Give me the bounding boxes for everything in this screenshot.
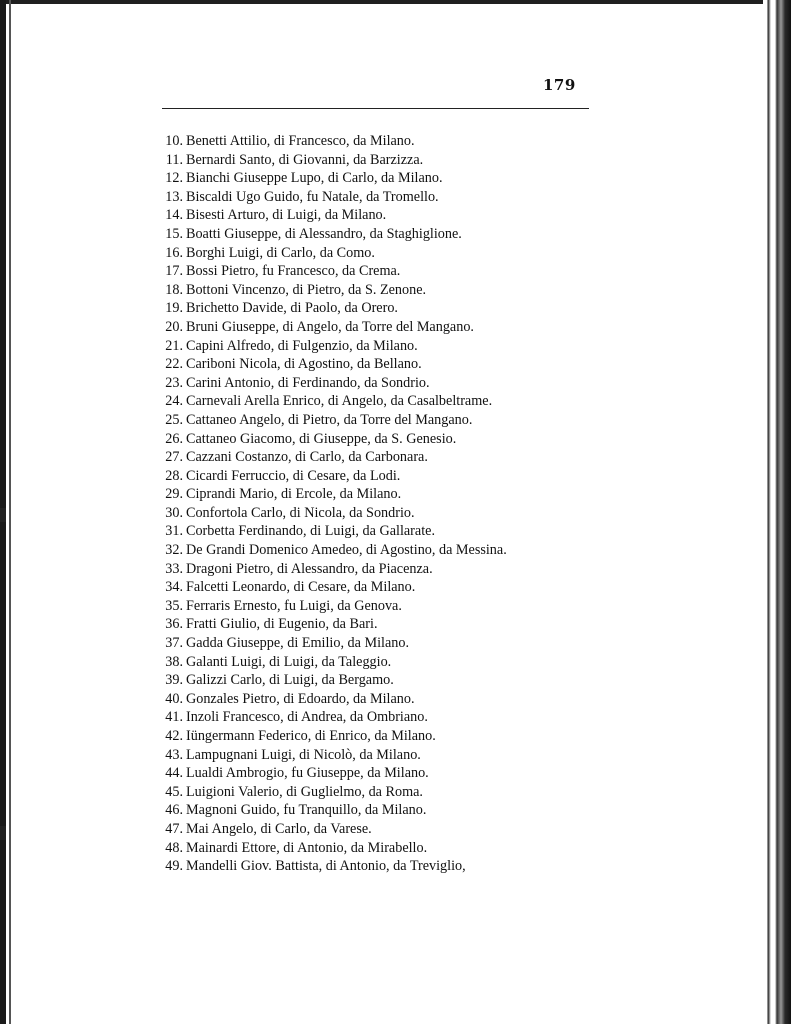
- entry-number: 21.: [165, 337, 183, 354]
- list-item: [140, 857, 610, 876]
- entry-text: Mainardi Ettore, di Antonio, da Mirabello.: [186, 839, 428, 856]
- list-item: [140, 169, 610, 188]
- entry-number: 14.: [165, 207, 183, 224]
- scan-mark: [0, 508, 6, 522]
- entry-number: 46.: [165, 802, 183, 819]
- entry-text: Bossi Pietro, fu Francesco, da Crema.: [186, 263, 401, 280]
- entry-text: Galizzi Carlo, di Luigi, da Bergamo.: [186, 672, 394, 689]
- entry-text: Falcetti Leonardo, di Cesare, da Milano.: [186, 579, 416, 596]
- entry-number: 16.: [165, 244, 183, 261]
- scan-border-right: [763, 0, 791, 1024]
- entry-text: Bisesti Arturo, di Luigi, da Milano.: [186, 207, 387, 224]
- entry-text: Dragoni Pietro, di Alessandro, da Piacenza.: [186, 560, 433, 577]
- entry-text: Bottoni Vincenzo, di Pietro, da S. Zenone.: [186, 281, 427, 298]
- entry-number: 36.: [165, 616, 183, 633]
- page-number: 179: [543, 76, 576, 94]
- entry-text: Bianchi Giuseppe Lupo, di Carlo, da Milano.: [186, 170, 443, 187]
- list-item: [140, 560, 610, 579]
- entry-text: Magnoni Guido, fu Tranquillo, da Milano.: [186, 802, 427, 819]
- list-item: [140, 504, 610, 523]
- entry-number: 25.: [165, 411, 183, 428]
- entry-number: 24.: [165, 393, 183, 410]
- entry-number: 47.: [165, 820, 183, 837]
- entry-number: 33.: [165, 560, 183, 577]
- entry-number: 11.: [165, 151, 183, 168]
- entry-text: Inzoli Francesco, di Andrea, da Ombriano.: [186, 709, 428, 726]
- entry-number: 13.: [165, 188, 183, 205]
- list-item: [140, 448, 610, 467]
- entry-text: Carini Antonio, di Ferdinando, da Sondrio.: [186, 374, 430, 391]
- list-item: [140, 318, 610, 337]
- entry-text: Cazzani Costanzo, di Carlo, da Carbonara.: [186, 449, 428, 466]
- entry-text: Capini Alfredo, di Fulgenzio, da Milano.: [186, 337, 418, 354]
- entry-text: Bernardi Santo, di Giovanni, da Barzizza.: [186, 151, 424, 168]
- list-item: [140, 206, 610, 225]
- entry-number: 40.: [165, 690, 183, 707]
- entry-text: Cicardi Ferruccio, di Cesare, da Lodi.: [186, 467, 401, 484]
- entry-number: 30.: [165, 504, 183, 521]
- list-item: [140, 244, 610, 263]
- list-item: [140, 392, 610, 411]
- list-item: [140, 337, 610, 356]
- entry-number: 19.: [165, 300, 183, 317]
- list-item: [140, 578, 610, 597]
- entry-number: 37.: [165, 635, 183, 652]
- entry-text: Brichetto Davide, di Paolo, da Orero.: [186, 300, 398, 317]
- list-item: [140, 467, 610, 486]
- entry-text: Carnevali Arella Enrico, di Angelo, da Casalbeltrame.: [186, 393, 493, 410]
- entry-text: Boatti Giuseppe, di Alessandro, da Staghiglione.: [186, 225, 462, 242]
- entry-text: Gonzales Pietro, di Edoardo, da Milano.: [186, 690, 415, 707]
- entry-number: 32.: [165, 542, 183, 559]
- entry-number: 43.: [165, 746, 183, 763]
- entry-number: 20.: [165, 318, 183, 335]
- entry-text: Ciprandi Mario, di Ercole, da Milano.: [186, 486, 402, 503]
- list-item: [140, 485, 610, 504]
- list-item: [140, 634, 610, 653]
- list-item: [140, 355, 610, 374]
- entry-number: 23.: [165, 374, 183, 391]
- list-item: [140, 374, 610, 393]
- list-item: [140, 597, 610, 616]
- entry-number: 35.: [165, 597, 183, 614]
- entry-number: 26.: [165, 430, 183, 447]
- entry-text: Cattaneo Giacomo, di Giuseppe, da S. Genesio.: [186, 430, 457, 447]
- entry-text: De Grandi Domenico Amedeo, di Agostino, da Messina.: [186, 542, 507, 559]
- entry-text: Mai Angelo, di Carlo, da Varese.: [186, 820, 372, 837]
- entry-list: [140, 132, 610, 876]
- list-item: [140, 746, 610, 765]
- list-item: [140, 820, 610, 839]
- list-item: [140, 708, 610, 727]
- entry-number: 27.: [165, 449, 183, 466]
- list-item: [140, 299, 610, 318]
- entry-number: 31.: [165, 523, 183, 540]
- entry-text: Lualdi Ambrogio, fu Giuseppe, da Milano.: [186, 765, 429, 782]
- entry-number: 44.: [165, 765, 183, 782]
- entry-number: 10.: [165, 133, 183, 149]
- entry-number: 48.: [165, 839, 183, 856]
- list-item: [140, 653, 610, 672]
- entry-number: 49.: [165, 858, 183, 875]
- entry-text: Cariboni Nicola, di Agostino, da Bellano.: [186, 356, 422, 373]
- header-rule: [162, 108, 589, 109]
- entry-text: Lampugnani Luigi, di Nicolò, da Milano.: [186, 746, 421, 763]
- list-item: [140, 671, 610, 690]
- entry-number: 17.: [165, 263, 183, 280]
- entry-number: 12.: [165, 170, 183, 187]
- scan-border-left-inner: [9, 0, 11, 1024]
- entry-number: 29.: [165, 486, 183, 503]
- list-item: [140, 727, 610, 746]
- entry-text: Ferraris Ernesto, fu Luigi, da Genova.: [186, 597, 402, 614]
- list-item: [140, 132, 610, 151]
- entry-text: Galanti Luigi, di Luigi, da Taleggio.: [186, 653, 392, 670]
- list-item: [140, 764, 610, 783]
- entry-number: 45.: [165, 783, 183, 800]
- entry-number: 18.: [165, 281, 183, 298]
- entry-text: Iüngermann Federico, di Enrico, da Milano.: [186, 728, 436, 744]
- list-item: [140, 522, 610, 541]
- entry-number: 38.: [165, 653, 183, 670]
- list-item: [140, 690, 610, 709]
- entry-number: 42.: [165, 728, 183, 744]
- entry-number: 22.: [165, 356, 183, 373]
- entry-number: 34.: [165, 579, 183, 596]
- entry-text: Benetti Attilio, di Francesco, da Milano.: [186, 133, 415, 149]
- entry-text: Fratti Giulio, di Eugenio, da Bari.: [186, 616, 378, 633]
- entry-text: Luigioni Valerio, di Guglielmo, da Roma.: [186, 783, 423, 800]
- list-item: [140, 541, 610, 560]
- list-item: [140, 411, 610, 430]
- entry-number: 15.: [165, 225, 183, 242]
- entry-text: Gadda Giuseppe, di Emilio, da Milano.: [186, 635, 410, 652]
- list-item: [140, 225, 610, 244]
- list-item: [140, 839, 610, 858]
- entry-text: Mandelli Giov. Battista, di Antonio, da Treviglio,: [186, 858, 466, 875]
- list-item: [140, 801, 610, 820]
- entry-text: Corbetta Ferdinando, di Luigi, da Gallarate.: [186, 523, 435, 540]
- entry-text: Biscaldi Ugo Guido, fu Natale, da Tromello.: [186, 188, 439, 205]
- list-item: [140, 430, 610, 449]
- entry-text: Confortola Carlo, di Nicola, da Sondrio.: [186, 504, 415, 521]
- scan-mark: [0, 826, 6, 840]
- entry-number: 39.: [165, 672, 183, 689]
- scan-border-top: [0, 0, 791, 4]
- list-item: [140, 262, 610, 281]
- list-item: [140, 151, 610, 170]
- list-item: [140, 783, 610, 802]
- entry-text: Cattaneo Angelo, di Pietro, da Torre del Mangano.: [186, 411, 473, 428]
- entry-text: Bruni Giuseppe, di Angelo, da Torre del Mangano.: [186, 318, 474, 335]
- list-item: [140, 281, 610, 300]
- list-item: [140, 188, 610, 207]
- entry-text: Borghi Luigi, di Carlo, da Como.: [186, 244, 375, 261]
- entry-number: 41.: [165, 709, 183, 726]
- list-item: [140, 615, 610, 634]
- entry-number: 28.: [165, 467, 183, 484]
